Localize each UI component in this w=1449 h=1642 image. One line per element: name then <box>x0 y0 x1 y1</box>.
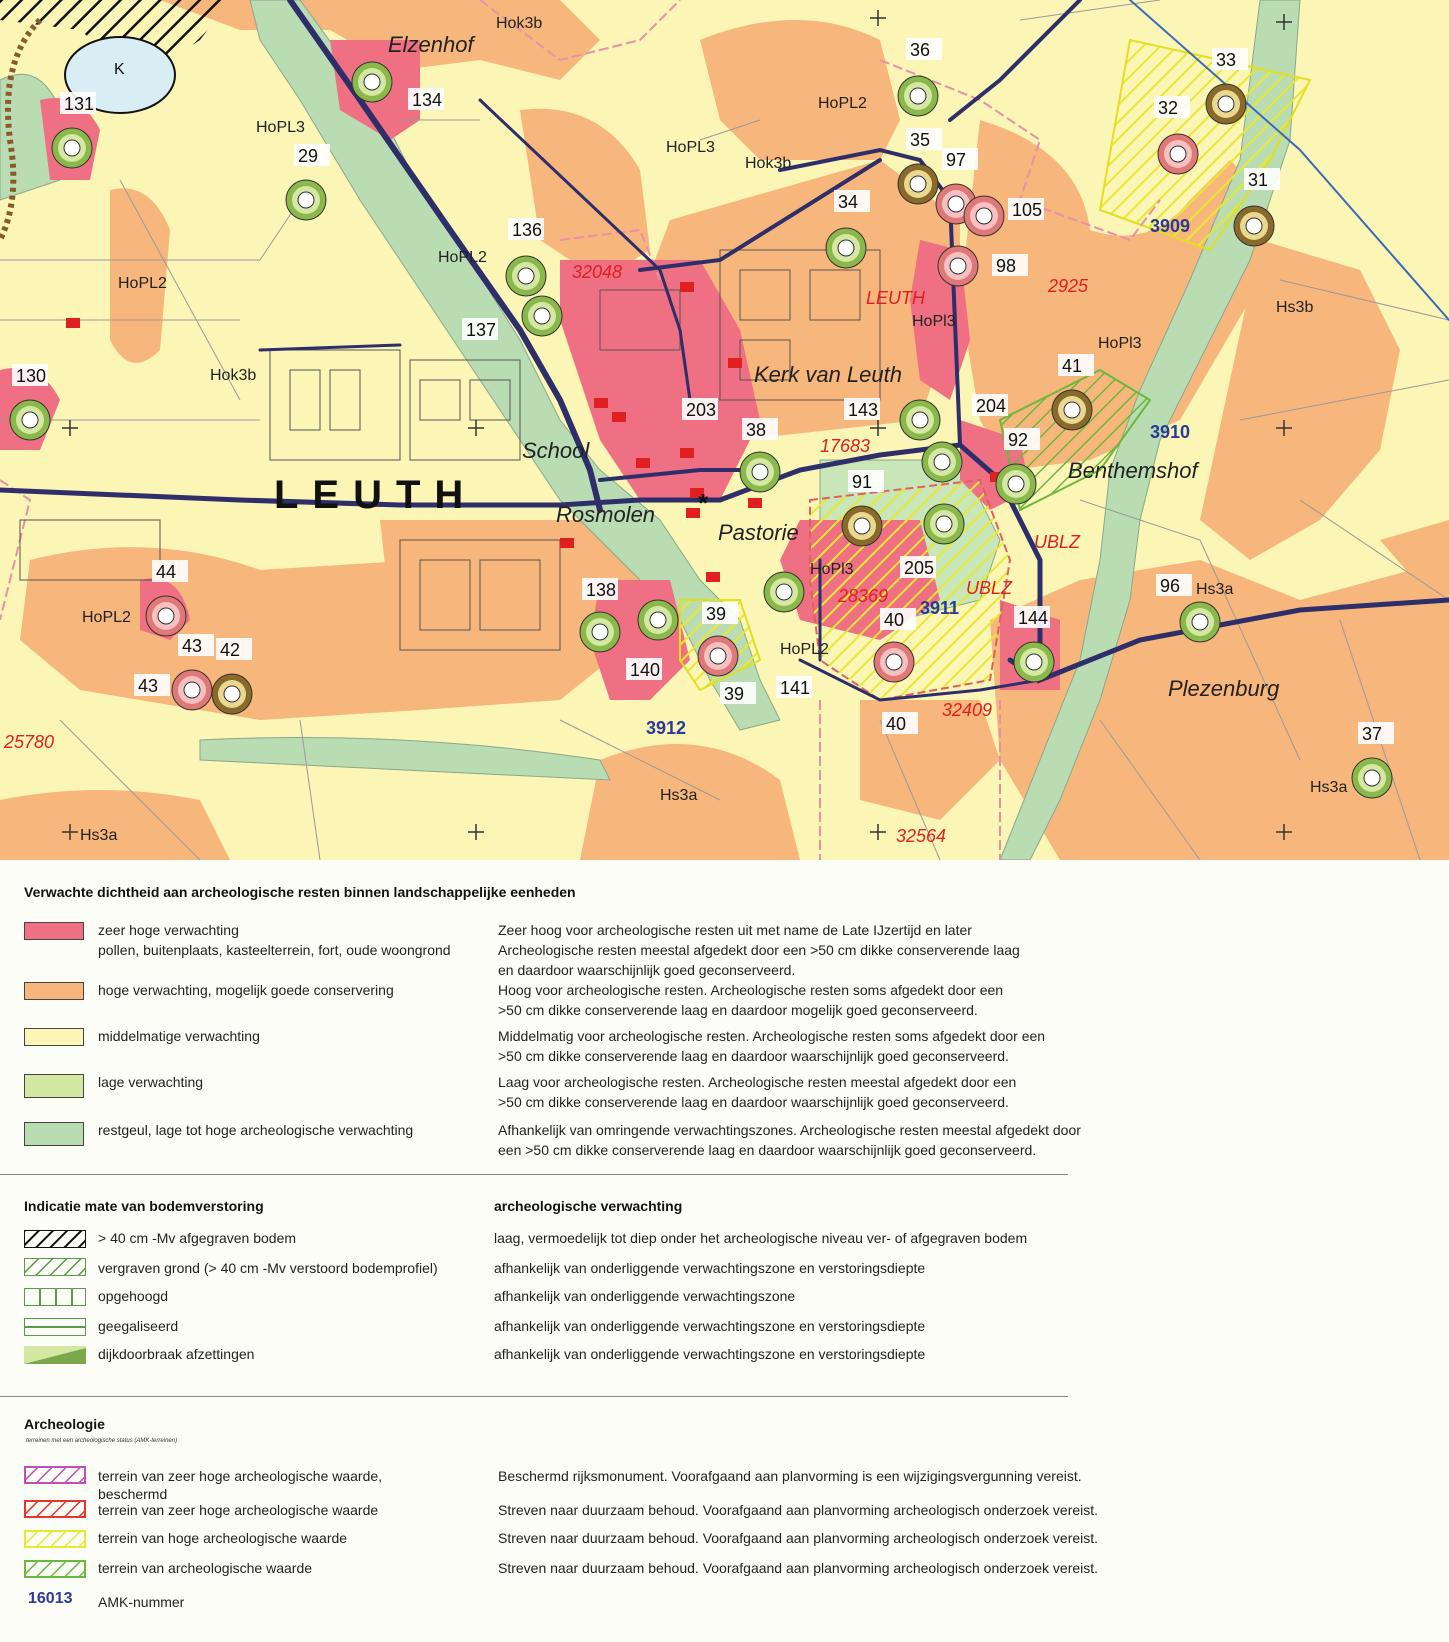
unit-code-label: Hs3a <box>1310 779 1348 796</box>
legend-desc: afhankelijk van onderliggende verwachtingszone <box>494 1288 796 1304</box>
site-number-label: 39 <box>706 604 727 624</box>
site-marker-icon <box>146 596 186 636</box>
site-number-label: 134 <box>412 90 443 110</box>
red-code-label: 32048 <box>572 262 623 282</box>
unit-code-label: Hok3b <box>210 367 257 384</box>
red-code-label: 2925 <box>1048 276 1089 296</box>
amk-number-label: 3912 <box>646 718 687 738</box>
site-marker-icon <box>922 442 962 482</box>
swatch-protected <box>24 1466 86 1484</box>
site-number-label: 203 <box>686 400 717 420</box>
unit-code-label: HoPL2 <box>818 95 867 112</box>
legend-label: lage verwachting <box>98 1074 204 1090</box>
divider <box>0 1174 1068 1175</box>
site-marker-icon <box>1180 602 1220 642</box>
place-name: Rosmolen <box>556 502 656 527</box>
swatch-dug-soil <box>24 1258 86 1276</box>
site-number-label: 42 <box>220 640 241 660</box>
legend-section3-subtitle: terreinen met een archeologische status (AMK-terreinen) <box>26 1438 178 1444</box>
site-marker-icon <box>580 612 620 652</box>
legend-label: pollen, buitenplaats, kasteelterrein, fort, oude woongrond <box>98 942 451 958</box>
amk-number-label: 3911 <box>920 598 960 618</box>
site-number-label: 91 <box>852 472 873 492</box>
legend-section2-title-right: archeologische verwachting <box>494 1198 683 1214</box>
site-marker-icon <box>1158 134 1198 174</box>
site-number-label: 141 <box>780 678 811 698</box>
legend-label: AMK-nummer <box>98 1594 185 1610</box>
swatch-dike-breach <box>24 1346 86 1364</box>
site-number-label: 144 <box>1018 608 1049 628</box>
unit-code-label: HoPL3 <box>256 119 305 136</box>
site-marker-icon <box>1352 758 1392 798</box>
place-name: Plezenburg <box>1168 676 1280 701</box>
legend-section3-title: Archeologie <box>24 1416 105 1432</box>
legend-label: zeer hoge verwachting <box>98 922 239 938</box>
site-number-label: 29 <box>298 146 319 166</box>
site-marker-icon <box>1206 84 1246 124</box>
swatch-high <box>24 982 84 1000</box>
swatch-very-high <box>24 922 84 940</box>
place-name: Elzenhof <box>388 32 474 57</box>
site-marker-icon <box>352 62 392 102</box>
legend-desc: afhankelijk van onderliggende verwachtingszone en verstoringsdiepte <box>494 1260 926 1276</box>
site-number-label: 136 <box>512 220 543 240</box>
legend-desc: Streven naar duurzaam behoud. Voorafgaand aan planvorming archeologisch onderzoek vereist. <box>498 1502 1099 1518</box>
site-marker-icon <box>964 196 1004 236</box>
site-number-label: 98 <box>996 256 1017 276</box>
site-number-label: 36 <box>910 40 931 60</box>
legend-desc: Streven naar duurzaam behoud. Voorafgaand aan planvorming archeologisch onderzoek vereist. <box>498 1560 1099 1576</box>
swatch-raised <box>24 1288 86 1306</box>
red-code-label: 32409 <box>942 700 993 720</box>
site-marker-icon <box>764 572 804 612</box>
swatch-low <box>24 1074 84 1098</box>
divider <box>0 1396 1068 1397</box>
red-code-label: UBLZ <box>1034 532 1081 552</box>
place-name: School <box>522 438 590 463</box>
legend-desc: afhankelijk van onderliggende verwachtingszone en verstoringsdiepte <box>494 1318 926 1334</box>
site-marker-icon <box>506 256 546 296</box>
site-marker-icon <box>522 296 562 336</box>
legend-desc: Laag voor archeologische resten. Archeologische resten meestal afgedekt door een <box>498 1074 1017 1090</box>
red-code-label: 17683 <box>820 436 871 456</box>
legend-desc: Middelmatig voor archeologische resten. Archeologische resten soms afgedekt door een <box>498 1028 1046 1044</box>
red-code-label: 32564 <box>896 826 947 846</box>
unit-code-label: HoPl3 <box>912 313 956 330</box>
unit-code-label: HoPL2 <box>438 249 487 266</box>
red-code-label: LEUTH <box>866 288 926 308</box>
site-number-label: 31 <box>1248 170 1269 190</box>
site-marker-icon <box>1052 390 1092 430</box>
site-marker-icon <box>740 452 780 492</box>
legend-label: hoge verwachting, mogelijk goede conservering <box>98 982 394 998</box>
legend-label: restgeul, lage tot hoge archeologische verwachting <box>98 1122 414 1138</box>
unit-code-label: Hs3a <box>80 827 118 844</box>
site-marker-icon <box>900 400 940 440</box>
site-marker-icon <box>698 636 738 676</box>
site-number-label: 43 <box>182 636 203 656</box>
site-marker-icon <box>212 674 252 714</box>
legend <box>0 860 1449 1642</box>
site-marker-icon <box>1234 206 1274 246</box>
unit-code-label: HoPl3 <box>1098 335 1142 352</box>
site-number-label: 97 <box>946 150 967 170</box>
unit-code-label: Hs3a <box>1196 581 1234 598</box>
church-asterisk: * <box>698 488 709 518</box>
site-number-label: 205 <box>904 558 935 578</box>
legend-label: opgehoogd <box>98 1288 169 1304</box>
unit-code-label: HoPL2 <box>118 275 167 292</box>
place-name: Benthemshof <box>1068 458 1198 483</box>
site-number-label: 143 <box>848 400 879 420</box>
legend-label: middelmatige verwachting <box>98 1028 260 1044</box>
site-marker-icon <box>286 180 326 220</box>
amk-number-label: 3910 <box>1150 422 1191 442</box>
legend-label: > 40 cm -Mv afgegraven bodem <box>98 1230 297 1246</box>
site-marker-icon <box>52 128 92 168</box>
legend-desc: afhankelijk van onderliggende verwachtingszone en verstoringsdiepte <box>494 1346 926 1362</box>
site-marker-icon <box>938 246 978 286</box>
site-number-label: 131 <box>64 94 95 114</box>
red-code-label: 28369 <box>838 586 889 606</box>
site-marker-icon <box>172 670 212 710</box>
legend-label: terrein van zeer hoge archeologische waarde, <box>98 1468 383 1484</box>
swatch-medium <box>24 1028 84 1046</box>
legend-label: terrein van archeologische waarde <box>98 1560 313 1576</box>
site-number-label: 37 <box>1362 724 1383 744</box>
legend-desc: Streven naar duurzaam behoud. Voorafgaand aan planvorming archeologisch onderzoek vereist. <box>498 1530 1099 1546</box>
site-number-label: 33 <box>1216 50 1237 70</box>
swatch-high-value <box>24 1530 86 1548</box>
site-number-label: 40 <box>886 714 907 734</box>
unit-code-label: HoPl3 <box>810 561 854 578</box>
legend-desc: Afhankelijk van omringende verwachtingszones. Archeologische resten meestal afgedekt door <box>498 1122 1081 1138</box>
legend-desc: en daardoor waarschijnlijk goed geconserveerd. <box>498 962 796 978</box>
site-marker-icon <box>874 642 914 682</box>
swatch-excavated <box>24 1230 86 1248</box>
legend-desc: Archeologische resten meestal afgedekt door een >50 cm dikke conserverende laag <box>498 942 1020 958</box>
legend-section1-title: Verwachte dichtheid aan archeologische resten binnen landschappelijke eenheden <box>24 884 576 900</box>
site-marker-icon <box>842 506 882 546</box>
place-name: Pastorie <box>718 520 799 545</box>
site-marker-icon <box>924 504 964 544</box>
town-name: LEUTH <box>274 473 478 517</box>
legend-label: terrein van hoge archeologische waarde <box>98 1530 348 1546</box>
site-number-label: 130 <box>16 366 47 386</box>
site-number-label: 39 <box>724 684 745 704</box>
site-number-label: 38 <box>746 420 767 440</box>
swatch-levelled <box>24 1318 86 1336</box>
site-number-label: 137 <box>466 320 497 340</box>
legend-label: vergraven grond (> 40 cm -Mv verstoord bodemprofiel) <box>98 1260 438 1276</box>
site-number-label: 92 <box>1008 430 1029 450</box>
site-number-label: 32 <box>1158 98 1179 118</box>
site-marker-icon <box>638 600 678 640</box>
legend-label: terrein van zeer hoge archeologische waarde <box>98 1502 379 1518</box>
legend-section2-title: Indicatie mate van bodemverstoring <box>24 1198 264 1214</box>
site-marker-icon <box>898 164 938 204</box>
legend-label: dijkdoorbraak afzettingen <box>98 1346 255 1362</box>
legend-desc: Beschermd rijksmonument. Voorafgaand aan planvorming is een wijzigingsvergunning vereist. <box>498 1468 1082 1484</box>
amk-number-label: 3909 <box>1150 216 1191 236</box>
site-number-label: 34 <box>838 192 859 212</box>
unit-code-label: HoPL2 <box>82 609 131 626</box>
unit-code-label: Hok3b <box>496 15 543 32</box>
unit-code-label: Hs3a <box>660 787 698 804</box>
swatch-very-high-value <box>24 1500 86 1518</box>
unit-code-label: Hs3b <box>1276 299 1314 316</box>
site-number-label: 43 <box>138 676 159 696</box>
swatch-restgeul <box>24 1122 84 1146</box>
legend-desc: >50 cm dikke conserverende laag en daardoor waarschijnlijk goed geconserveerd. <box>498 1094 1009 1110</box>
site-marker-icon <box>1014 642 1054 682</box>
site-number-label: 44 <box>156 562 177 582</box>
site-number-label: 105 <box>1012 200 1043 220</box>
site-number-label: 40 <box>884 610 905 630</box>
site-number-label: 41 <box>1062 356 1083 376</box>
unit-code-label: Hok3b <box>745 155 792 172</box>
legend-desc: >50 cm dikke conserverende laag en daardoor mogelijk goed geconserveerd. <box>498 1002 978 1018</box>
legend-desc: laag, vermoedelijk tot diep onder het archeologische niveau ver- of afgegraven bodem <box>494 1230 1028 1246</box>
site-number-label: 96 <box>1160 576 1181 596</box>
site-marker-icon <box>996 464 1036 504</box>
unit-code-label: HoPL3 <box>666 139 715 156</box>
site-number-label: 204 <box>976 396 1007 416</box>
legend-label: geegaliseerd <box>98 1318 179 1334</box>
site-marker-icon <box>10 400 50 440</box>
red-code-label: 25780 <box>4 732 55 752</box>
legend-label: beschermd <box>98 1486 168 1502</box>
legend-desc: Hoog voor archeologische resten. Archeologische resten soms afgedekt door een <box>498 982 1004 998</box>
site-marker-icon <box>826 228 866 268</box>
site-number-label: 140 <box>630 660 661 680</box>
red-code-label: UBLZ <box>966 578 1013 598</box>
pond-label: K <box>114 61 125 78</box>
legend-desc: een >50 cm dikke conserverende laag en daardoor waarschijnlijk goed geconserveerd. <box>498 1142 1037 1158</box>
legend-desc: Zeer hoog voor archeologische resten uit met name de Late IJzertijd en later <box>498 922 972 938</box>
unit-code-label: HoPL2 <box>780 641 829 658</box>
site-number-label: 138 <box>586 580 617 600</box>
site-marker-icon <box>898 76 938 116</box>
place-name: Kerk van Leuth <box>754 362 902 387</box>
legend-desc: >50 cm dikke conserverende laag en daardoor waarschijnlijk goed geconserveerd. <box>498 1048 1009 1064</box>
swatch-value <box>24 1560 86 1578</box>
amk-example-number: 16013 <box>28 1590 73 1607</box>
site-number-label: 35 <box>910 130 931 150</box>
